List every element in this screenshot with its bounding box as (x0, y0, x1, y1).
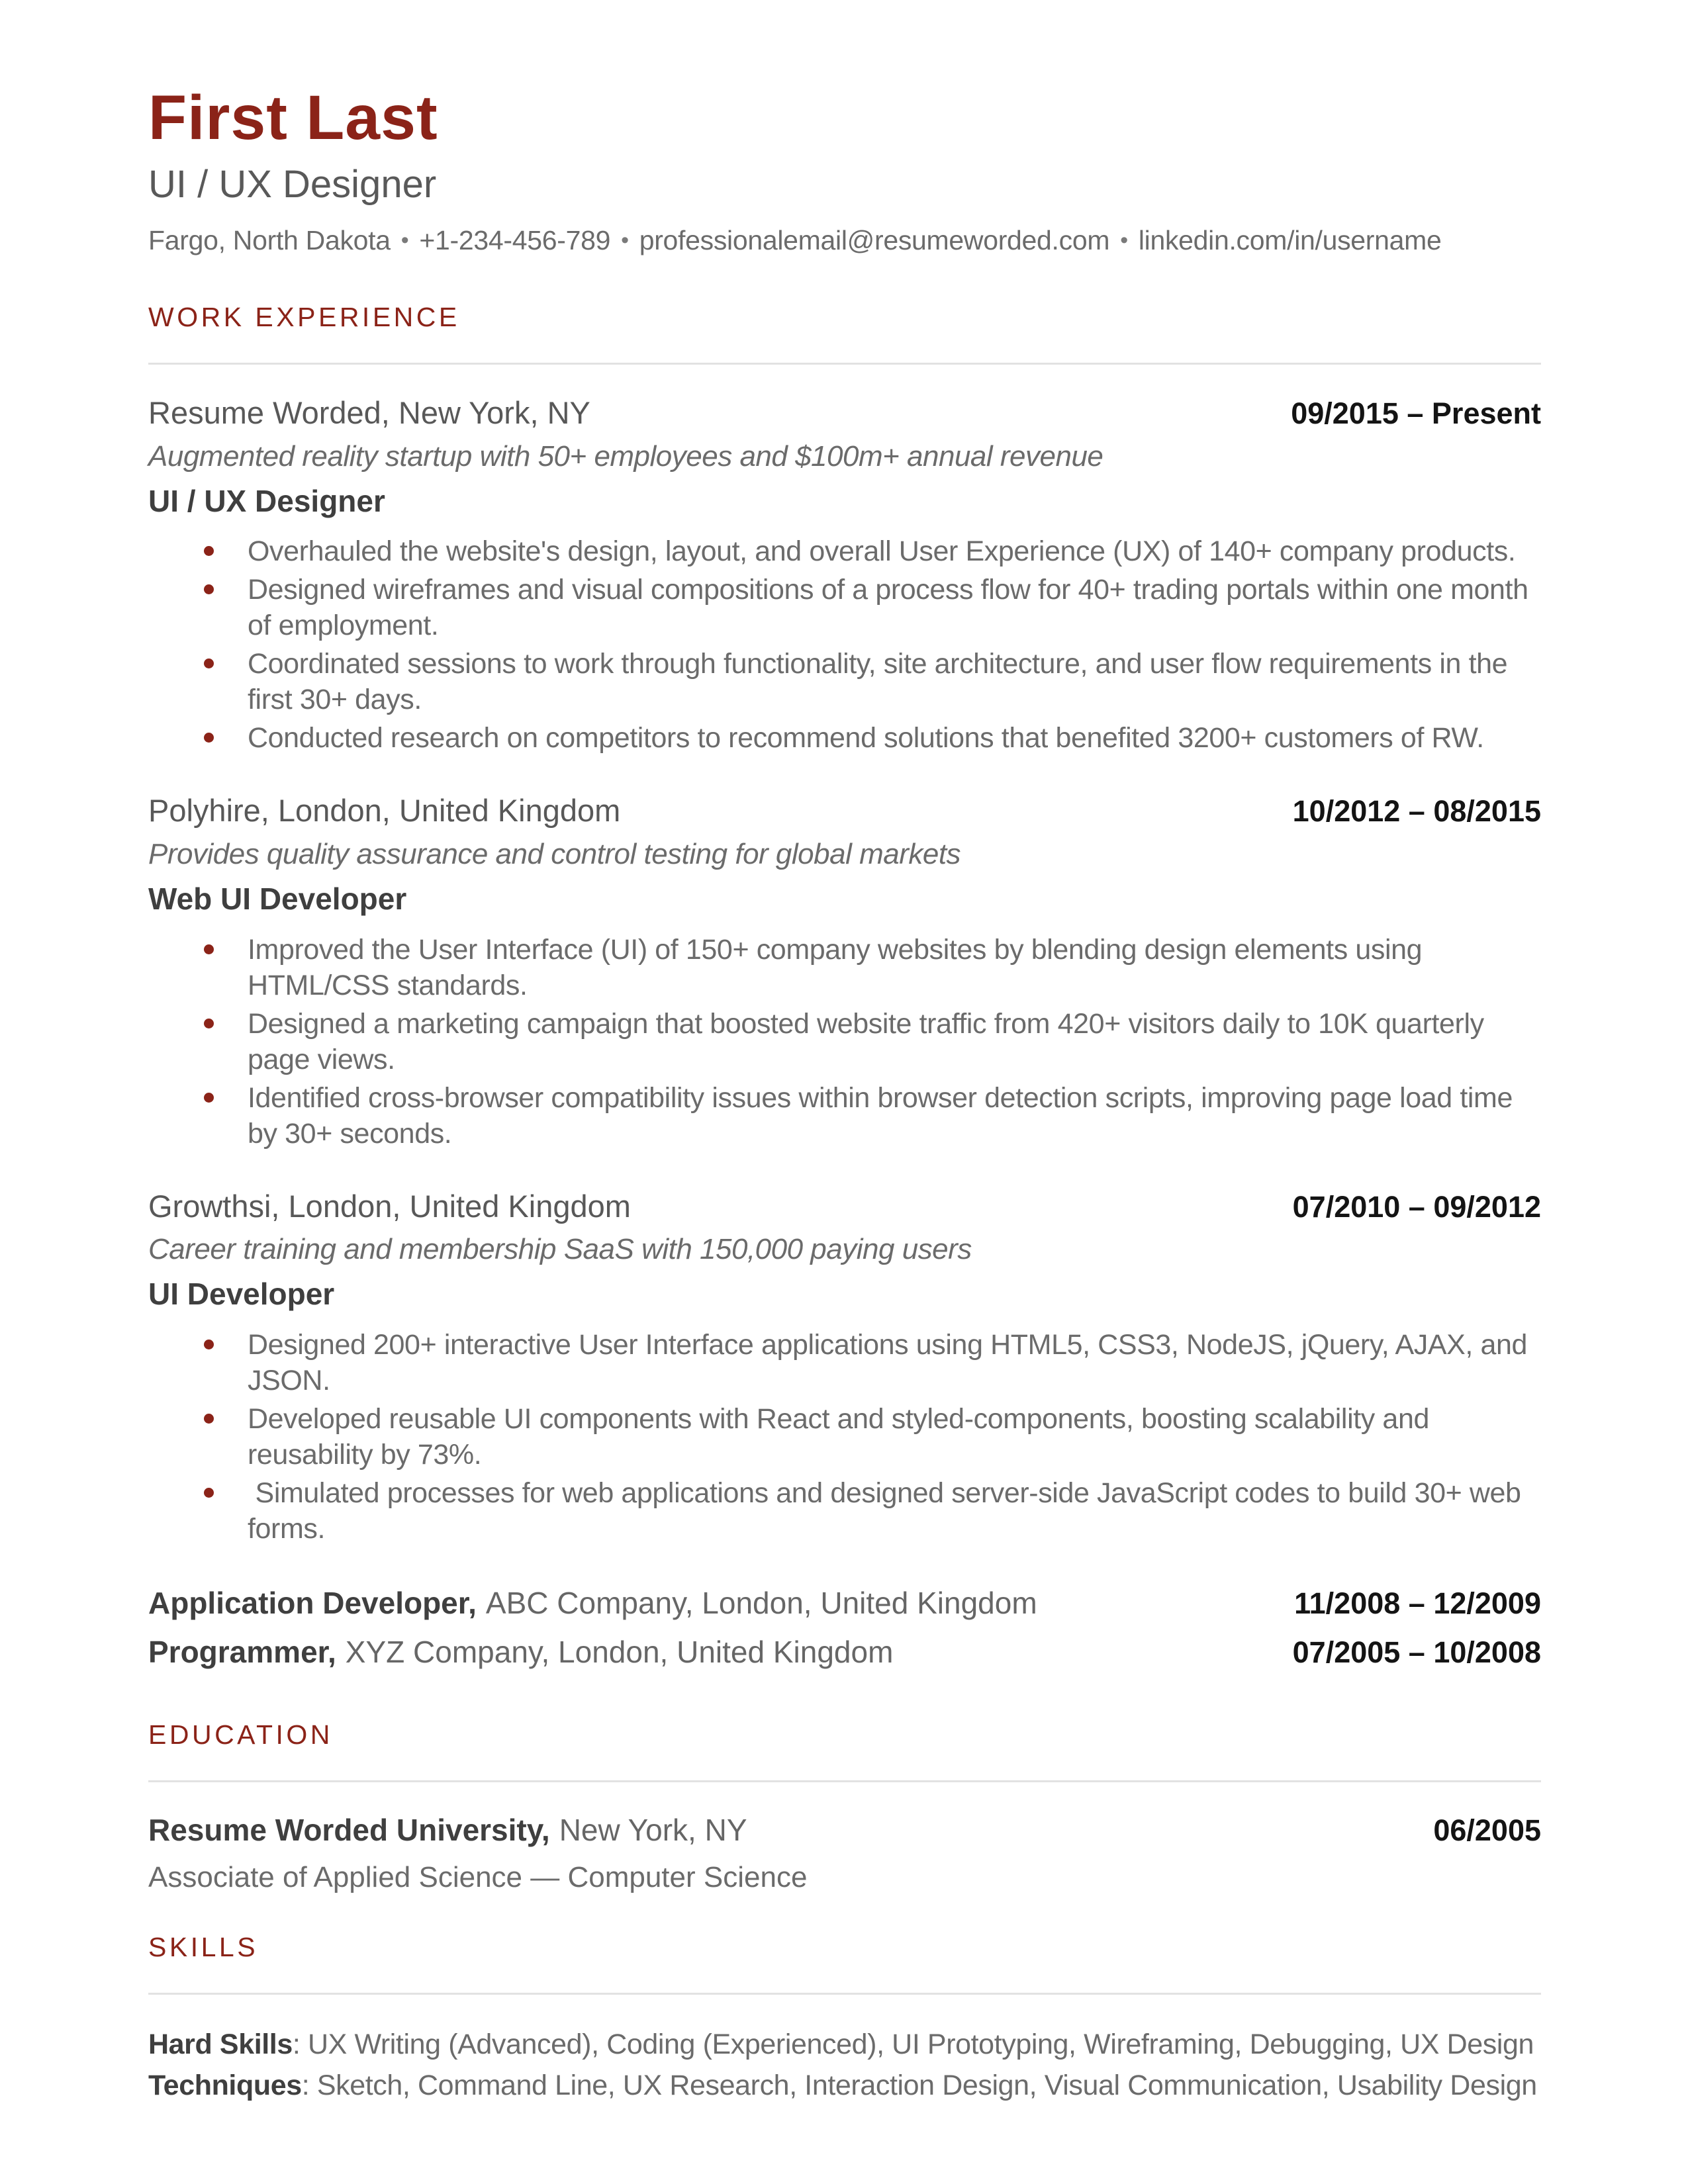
section-education (148, 1719, 1541, 1895)
contact-linkedin: linkedin.com/in/username (1138, 224, 1442, 255)
education-school: Resume Worded University, (148, 1813, 550, 1848)
section-heading-education: EDUCATION (148, 1719, 333, 1750)
job-header-row (148, 1187, 1541, 1226)
bullet-dot-icon (204, 584, 214, 594)
education-row (148, 1811, 1541, 1850)
job-bullet-list (148, 932, 1541, 1152)
bullet-item (148, 1475, 1541, 1547)
company-tagline: Provides quality assurance and control testing for global markets (148, 838, 961, 871)
bullet-text: Designed 200+ interactive User Interface applications using HTML5, CSS3, NodeJS, jQuery, AJAX, and JSON. (248, 1328, 1528, 1396)
bullet-text: Identified cross-browser compatibility issues within browser detection scripts, improving page load time by 30+ seconds. (248, 1081, 1513, 1150)
education-school-line (148, 1811, 747, 1850)
skill-row (148, 2065, 1541, 2106)
bullet-text: Coordinated sessions to work through functionality, site architecture, and user flow requirements in the first 30+ days. (248, 648, 1508, 716)
position-row (148, 1631, 1541, 1680)
job-company: Polyhire, London, United Kingdom (148, 793, 621, 829)
position-text (148, 1582, 1037, 1631)
bullet-dot-icon (204, 1414, 214, 1424)
bullet-text: Improved the User Interface (UI) of 150+ company websites by blending design elements using HTML/CSS standards. (248, 933, 1423, 1001)
bullet-dot-icon (204, 733, 214, 743)
job-company: Resume Worded, New York, NY (148, 395, 590, 431)
job-entry (148, 792, 1541, 1151)
bullet-dot-icon (204, 546, 214, 556)
bullet-dot-icon (204, 944, 214, 954)
bullet-dot-icon (204, 659, 214, 668)
position-role: Application Developer, (148, 1585, 477, 1620)
job-dates: 09/2015 – Present (1291, 396, 1541, 431)
bullet-item (148, 1006, 1541, 1077)
contact-phone: +1-234-456-789 (419, 224, 611, 255)
bullet-item (148, 646, 1541, 717)
job-title: Web UI Developer (148, 882, 407, 917)
skill-category-label: Hard Skills (148, 2028, 293, 2060)
job-header-row (148, 394, 1541, 433)
bullet-text: Designed wireframes and visual compositions of a process flow for 40+ trading portals within one month of employment. (248, 574, 1528, 642)
job-header-row (148, 792, 1541, 831)
candidate-name: First Last (148, 83, 438, 153)
company-tagline: Career training and membership SaaS with 150,000 paying users (148, 1233, 972, 1266)
bullet-separator: • (1120, 227, 1128, 253)
contact-email: professionalemail@resumeworded.com (639, 224, 1110, 255)
bullet-item (148, 720, 1541, 756)
bullet-dot-icon (204, 1093, 214, 1103)
bullet-dot-icon (204, 1488, 214, 1498)
section-work-experience (148, 301, 1541, 1680)
bullet-item (148, 932, 1541, 1003)
position-dates: 07/2005 – 10/2008 (1292, 1635, 1541, 1669)
section-heading-work: WORK EXPERIENCE (148, 302, 460, 333)
job-title: UI / UX Designer (148, 483, 385, 518)
bullet-item (148, 1327, 1541, 1398)
position-text (148, 1631, 893, 1680)
job-entry (148, 1187, 1541, 1547)
education-location: New York, NY (559, 1813, 747, 1848)
resume-header (148, 81, 1541, 259)
education-dates: 06/2005 (1433, 1813, 1541, 1848)
contact-location: Fargo, North Dakota (148, 224, 391, 255)
company-tagline: Augmented reality startup with 50+ employees and $100m+ annual revenue (148, 439, 1103, 473)
contact-line (148, 222, 1541, 259)
bullet-dot-icon (204, 1019, 214, 1028)
section-skills (148, 1931, 1541, 2106)
position-row (148, 1582, 1541, 1631)
job-dates: 07/2010 – 09/2012 (1292, 1189, 1541, 1224)
bullet-dot-icon (204, 1340, 214, 1349)
skill-category-label: Techniques (148, 2069, 302, 2101)
job-entry (148, 394, 1541, 756)
job-bullet-list (148, 533, 1541, 756)
bullet-text: Simulated processes for web applications and designed server-side JavaScript codes to build 30+ web forms. (248, 1477, 1521, 1545)
bullet-text: Designed a marketing campaign that boosted website traffic from 420+ visitors daily to 10K quarterly page views. (248, 1007, 1484, 1075)
bullet-text: Conducted research on competitors to recommend solutions that benefited 3200+ customers of RW. (248, 722, 1484, 754)
skill-items: : UX Writing (Advanced), Coding (Experienced), UI Prototyping, Wireframing, Debugging, UX Design (292, 2028, 1534, 2060)
position-dates: 11/2008 – 12/2009 (1294, 1586, 1541, 1620)
earlier-positions (148, 1582, 1541, 1680)
skill-row (148, 2024, 1541, 2065)
bullet-separator: • (400, 227, 409, 253)
position-role: Programmer, (148, 1634, 336, 1669)
position-company: XYZ Company, London, United Kingdom (345, 1634, 894, 1669)
job-company: Growthsi, London, United Kingdom (148, 1188, 631, 1224)
section-divider (148, 363, 1541, 365)
section-divider (148, 1993, 1541, 1995)
bullet-text: Overhauled the website's design, layout, and overall User Experience (UX) of 140+ company products. (248, 535, 1516, 568)
job-title: UI Developer (148, 1277, 335, 1312)
bullet-item (148, 533, 1541, 569)
bullet-item (148, 1080, 1541, 1152)
job-dates: 10/2012 – 08/2015 (1292, 794, 1541, 829)
bullet-item (148, 572, 1541, 643)
section-divider (148, 1780, 1541, 1782)
candidate-job-title: UI / UX Designer (148, 163, 437, 206)
bullet-separator: • (621, 227, 629, 253)
section-heading-skills: SKILLS (148, 1931, 259, 1962)
position-company: ABC Company, London, United Kingdom (485, 1585, 1037, 1620)
education-degree: Associate of Applied Science — Computer Science (148, 1860, 808, 1893)
job-bullet-list (148, 1327, 1541, 1547)
bullet-text: Developed reusable UI components with React and styled-components, boosting scalability and reusability by 73%. (248, 1402, 1429, 1471)
bullet-item (148, 1401, 1541, 1473)
skill-items: : Sketch, Command Line, UX Research, Interaction Design, Visual Communication, Usability Design (301, 2069, 1537, 2101)
